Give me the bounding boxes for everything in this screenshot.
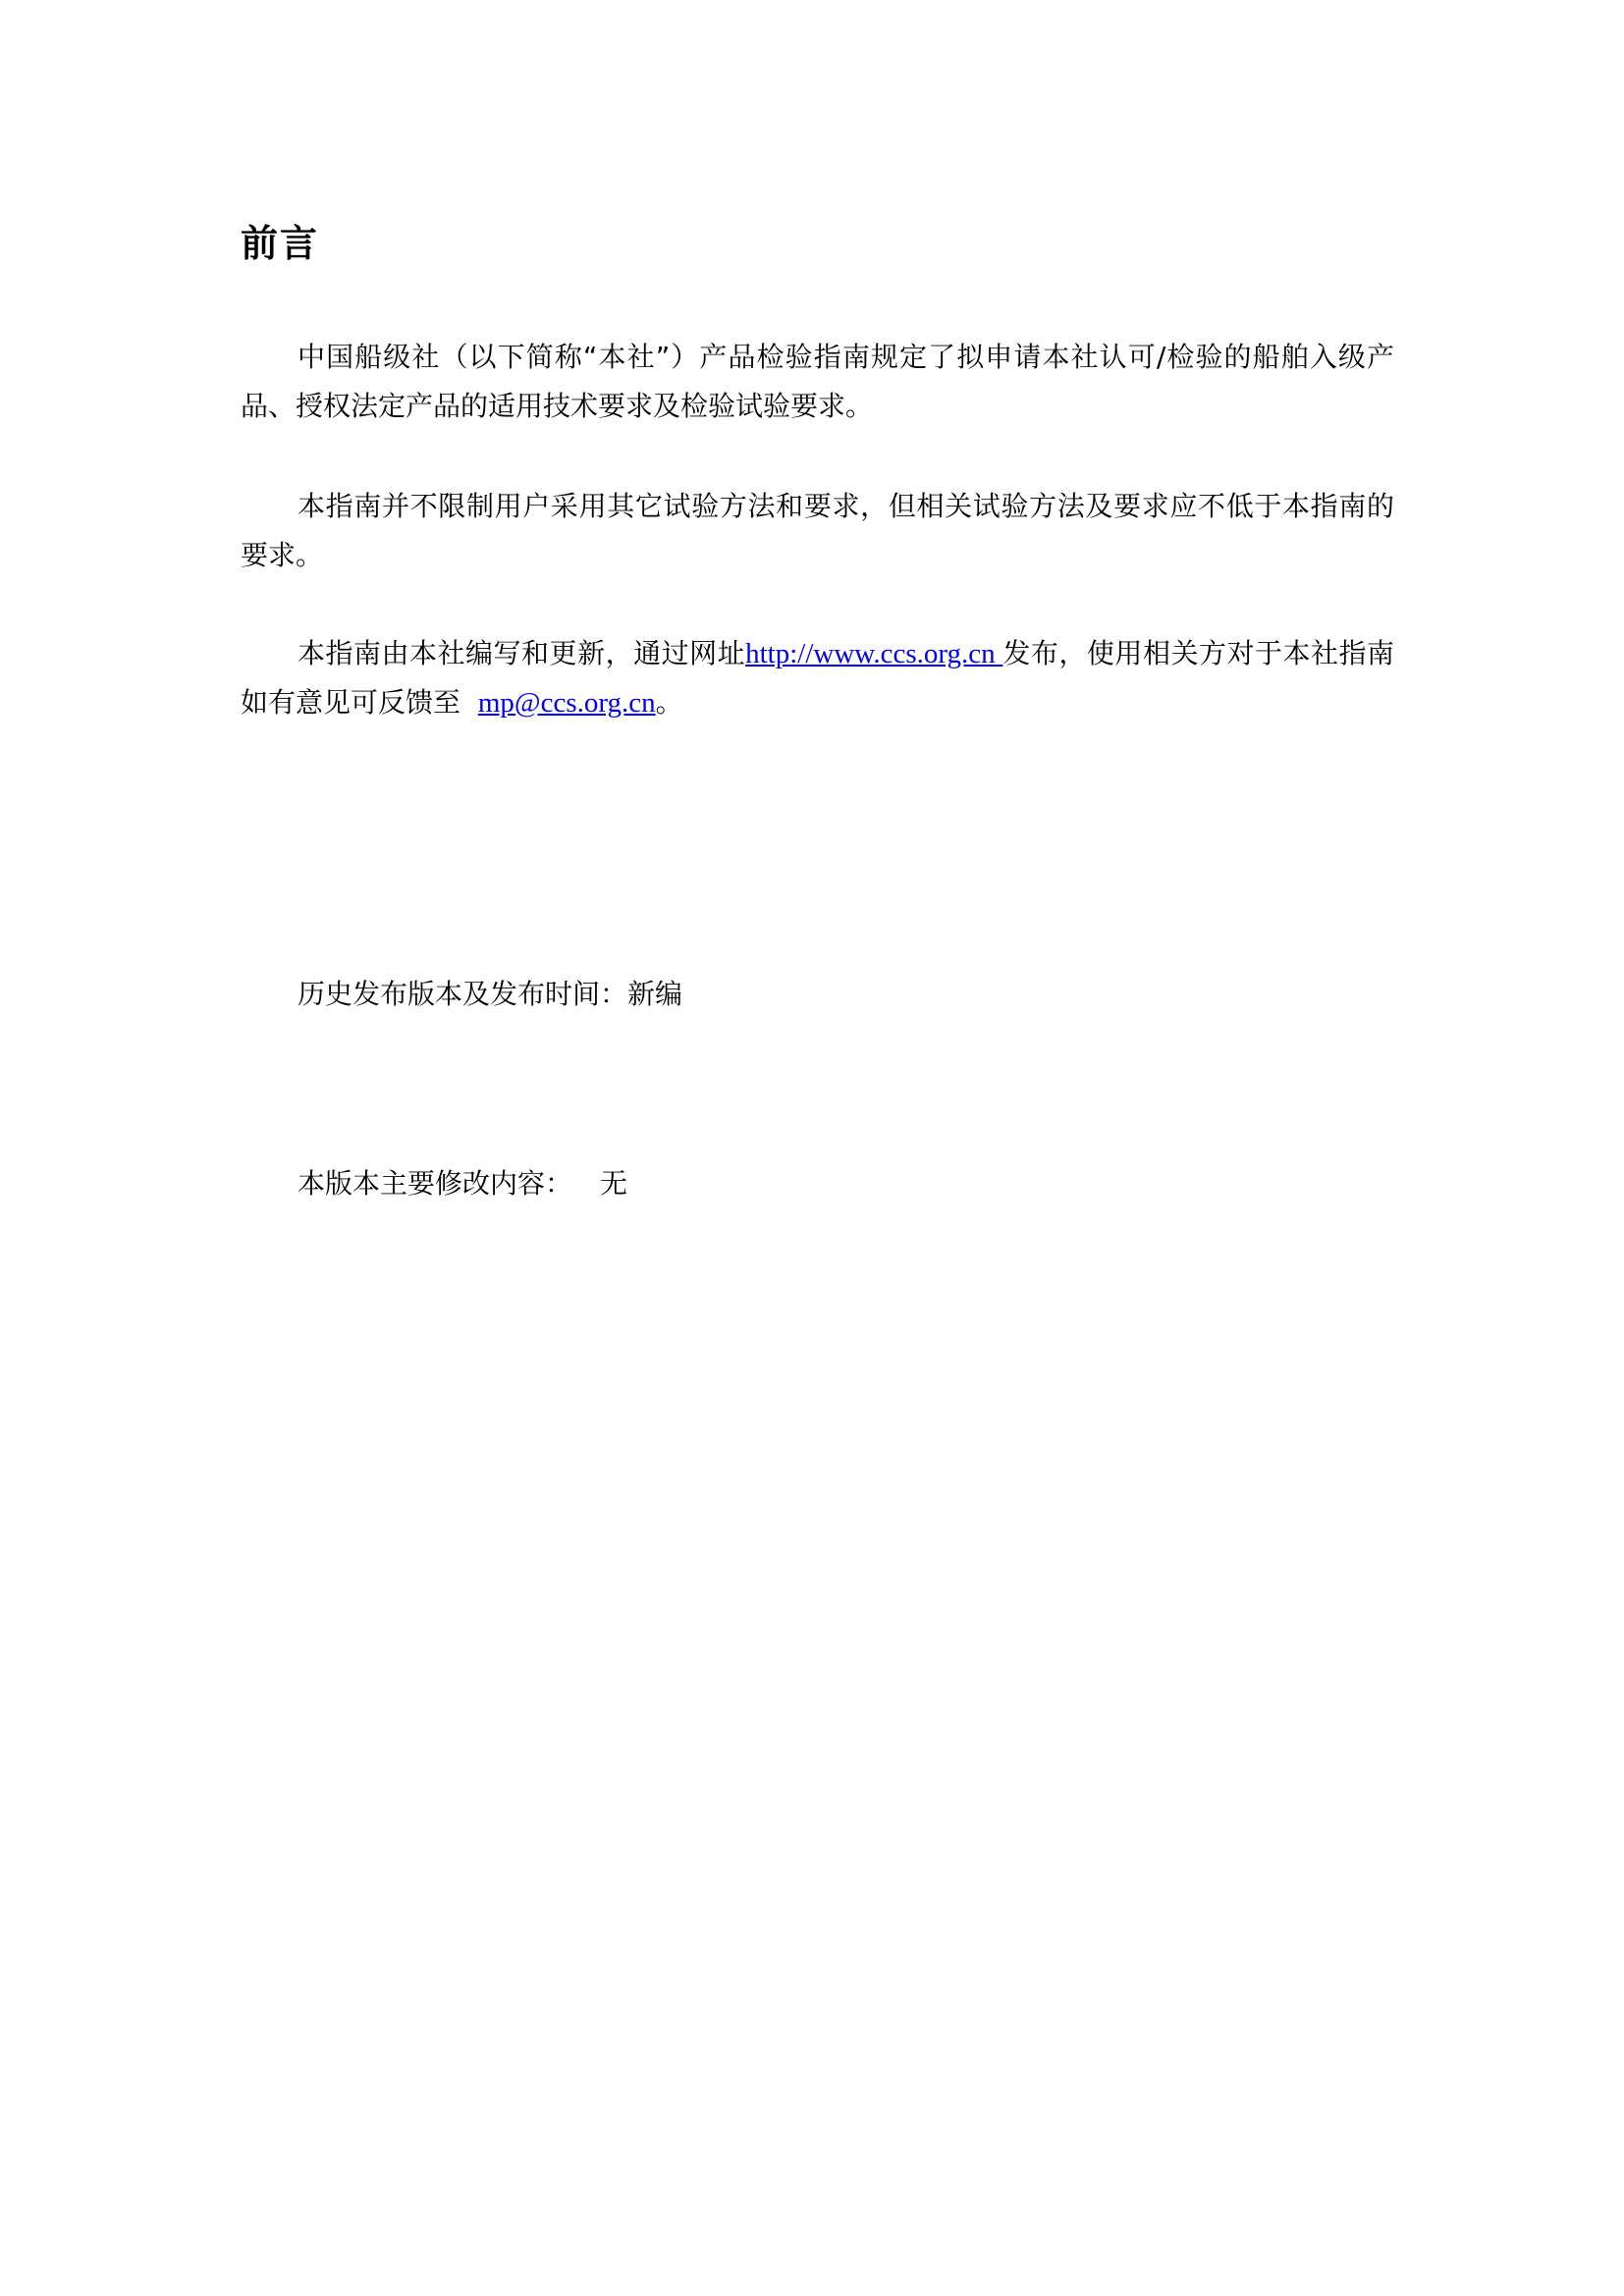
- publication-text-start: 本指南由本社编写和更新，通过网址: [298, 637, 746, 669]
- scope-paragraph: 本指南并不限制用户采用其它试验方法和要求，但相关试验方法及要求应不低于本指南的要求。: [241, 490, 1394, 571]
- page-title: 前言: [241, 222, 320, 265]
- revision-changes-value: 无: [600, 1167, 628, 1200]
- revision-changes: [298, 1159, 627, 1208]
- release-history-value: 新编: [627, 978, 683, 1010]
- release-history: [298, 970, 682, 1019]
- release-history-label: 历史发布版本及发布时间：: [298, 978, 628, 1010]
- publication-text-middle: 发布，使用相关方对于本社指南如有意见可反馈至: [241, 637, 1394, 719]
- publication-text-end: 。: [655, 686, 683, 719]
- revision-changes-label: 本版本主要修改内容：: [298, 1167, 573, 1200]
- feedback-email-link[interactable]: mp@ccs.org.cn: [477, 687, 656, 719]
- publication-paragraph: [241, 629, 1394, 727]
- intro-paragraph: 中国船级社（以下简称“本社”）产品检验指南规定了拟申请本社认可/检验的船舶入级产品、授权法定产品的适用技术要求及检验试验要求。: [241, 341, 1394, 422]
- website-link[interactable]: http://www.ccs.org.cn: [745, 638, 996, 669]
